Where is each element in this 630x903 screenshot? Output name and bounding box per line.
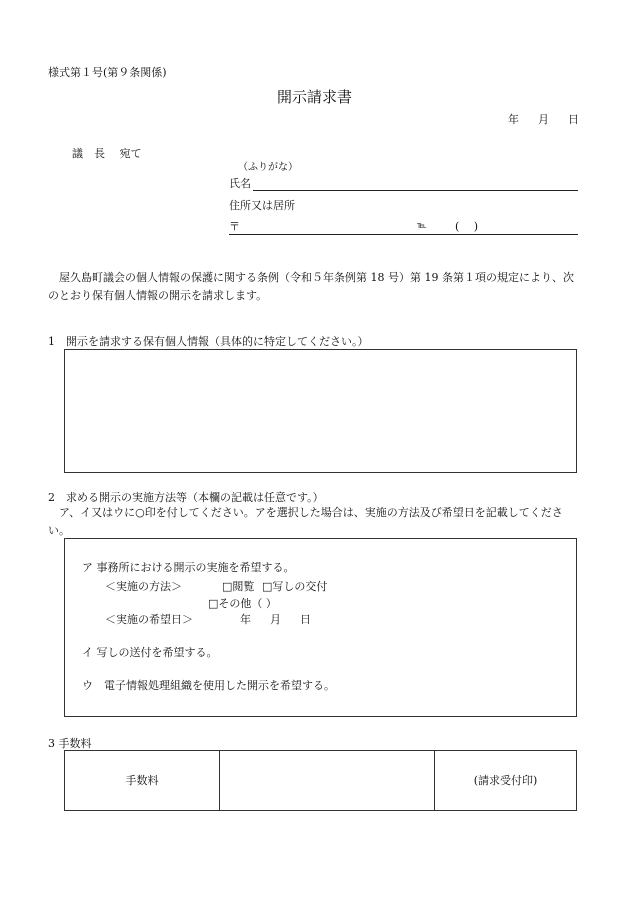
section2-instruction: ア、イ又はウに○印を付してください。アを選択した場合は、実施の方法及び希望日を記載してください。 xyxy=(48,506,563,537)
date-day-label: 日 xyxy=(568,113,579,126)
tel-paren: ( ) xyxy=(455,220,479,233)
fee-amount-cell[interactable] xyxy=(220,751,434,810)
personal-info-box[interactable] xyxy=(64,349,577,473)
intro-paragraph: 屋久島町議会の個人情報の保護に関する条例（令和５年条例第 18 号）第 19 条第１項の規定により、次のとおり保有個人情報の開示を請求します。 xyxy=(48,271,574,302)
name-label: 氏名 xyxy=(229,177,251,190)
section3-heading: 3 手数料 xyxy=(48,737,92,750)
postal-mark: 〒 xyxy=(229,220,240,233)
fee-table xyxy=(64,750,577,811)
method-view-checkbox[interactable]: □閲覧 xyxy=(222,580,255,593)
date-year-label: 年 xyxy=(508,113,519,126)
disclosure-method-box xyxy=(64,538,577,717)
address-label: 住所又は居所 xyxy=(229,199,295,212)
date-year[interactable]: 年 xyxy=(240,613,251,626)
method-label: ＜実施の方法＞ xyxy=(105,580,182,593)
fee-label-cell xyxy=(65,751,219,810)
option-i-text[interactable]: イ 写しの送付を希望する。 xyxy=(82,646,218,659)
option-u-text[interactable]: ウ 電子情報処理組織を使用した開示を希望する。 xyxy=(82,679,335,692)
date-month-label: 月 xyxy=(538,113,549,126)
option-a-text[interactable]: ア 事務所における開示の実施を希望する。 xyxy=(82,561,295,574)
section1-heading: 1 開示を請求する保有個人情報（具体的に特定してください。） xyxy=(48,335,369,348)
receipt-stamp-label: (請求受付印) xyxy=(473,773,538,787)
date-month[interactable]: 月 xyxy=(270,613,281,626)
section2-heading: 2 求める開示の実施方法等（本欄の記載は任意です。） xyxy=(48,491,324,504)
form-number: 様式第１号(第９条関係) xyxy=(48,66,167,79)
address-field-line[interactable] xyxy=(229,234,578,235)
page-title: 開示請求書 xyxy=(277,88,353,106)
name-field-line[interactable] xyxy=(253,190,578,191)
method-copy-checkbox[interactable]: □写しの交付 xyxy=(262,580,328,593)
furigana-label: （ふりがな） xyxy=(238,162,298,173)
recipient-line: 議 長 宛て xyxy=(72,147,142,160)
date-day[interactable]: 日 xyxy=(300,613,311,626)
fee-label: 手数料 xyxy=(125,773,159,787)
receipt-stamp-cell xyxy=(435,751,576,810)
method-other-checkbox[interactable]: □その他（ ） xyxy=(208,597,277,610)
tel-icon: ℡ xyxy=(417,221,427,231)
date-label: ＜実施の希望日＞ xyxy=(105,613,193,626)
